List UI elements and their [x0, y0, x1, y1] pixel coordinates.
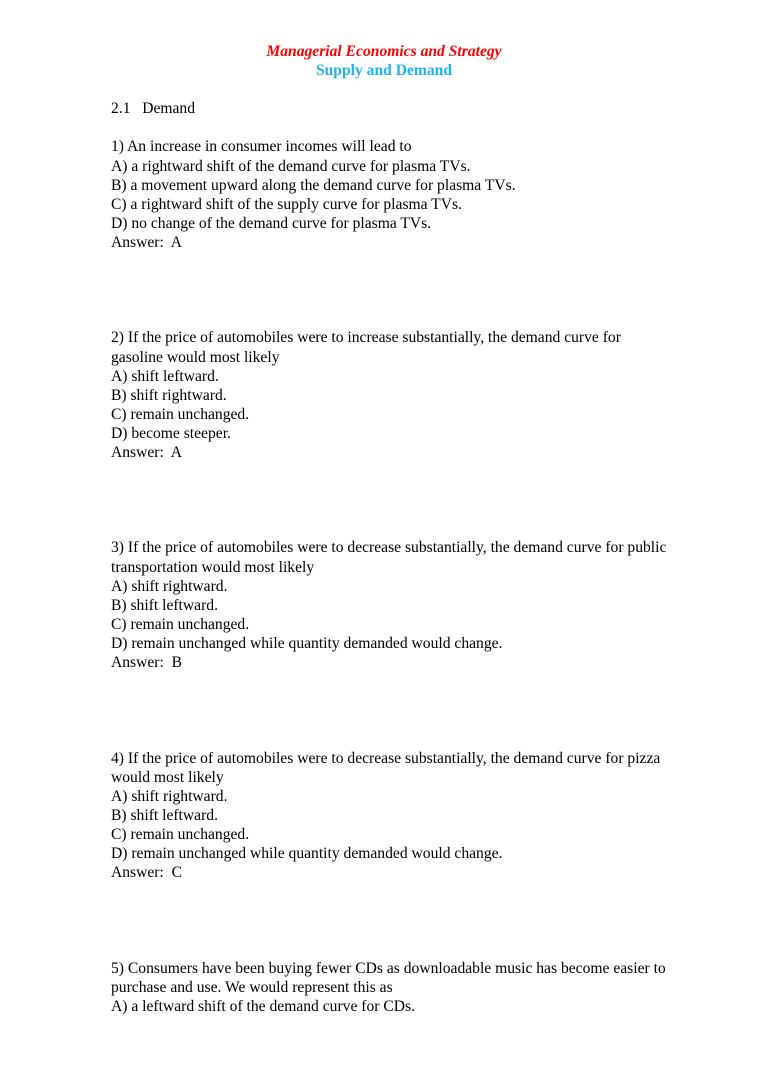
answer-option: C) remain unchanged.: [111, 405, 250, 423]
document-title: Managerial Economics and Strategy: [266, 43, 502, 60]
answer-option: A) shift leftward.: [111, 367, 219, 385]
answer-option: B) shift leftward.: [111, 806, 218, 824]
question-stem: 5) Consumers have been buying fewer CDs as downloadable music has become easier to purchase and use. We would represent this as: [111, 959, 666, 996]
question-stem: 2) If the price of automobiles were to increase substantially, the demand curve for gasoline would most likely: [111, 329, 621, 366]
question-2: [111, 328, 671, 462]
answer-option: B) shift rightward.: [111, 386, 227, 404]
question-3: [111, 538, 671, 672]
answer-option: D) remain unchanged while quantity demanded would change.: [111, 844, 503, 862]
section-heading: 2.1 Demand: [111, 100, 196, 118]
document-page: [111, 42, 671, 1092]
answer-option: B) a movement upward along the demand curve for plasma TVs.: [111, 176, 516, 194]
answer-option: A) a rightward shift of the demand curve for plasma TVs.: [111, 157, 471, 175]
answer-key: Answer: A: [111, 443, 183, 461]
question-4: [111, 749, 671, 883]
answer-option: D) remain unchanged while quantity demanded would change.: [111, 634, 503, 652]
question-list: [111, 137, 671, 1015]
answer-option: C) remain unchanged.: [111, 825, 250, 843]
question-1: [111, 137, 671, 252]
answer-option: D) become steeper.: [111, 424, 231, 442]
document-subtitle: Supply and Demand: [315, 62, 453, 80]
answer-option: B) shift leftward.: [111, 596, 218, 614]
answer-option: A) a leftward shift of the demand curve for CDs.: [111, 997, 415, 1015]
answer-option: A) shift rightward.: [111, 787, 228, 805]
answer-option: C) remain unchanged.: [111, 615, 250, 633]
answer-option: A) shift rightward.: [111, 577, 228, 595]
answer-key: Answer: B: [111, 654, 183, 672]
question-stem: 1) An increase in consumer incomes will lead to: [111, 138, 412, 156]
answer-option: D) no change of the demand curve for plasma TVs.: [111, 214, 432, 232]
question-5: [111, 959, 671, 1016]
answer-key: Answer: C: [111, 864, 183, 882]
answer-key: Answer: A: [111, 233, 183, 251]
question-stem: 4) If the price of automobiles were to decrease substantially, the demand curve for pizza would most likely: [111, 749, 661, 786]
answer-option: C) a rightward shift of the supply curve for plasma TVs.: [111, 195, 462, 213]
question-stem: 3) If the price of automobiles were to decrease substantially, the demand curve for public transportation would most likely: [111, 539, 667, 576]
